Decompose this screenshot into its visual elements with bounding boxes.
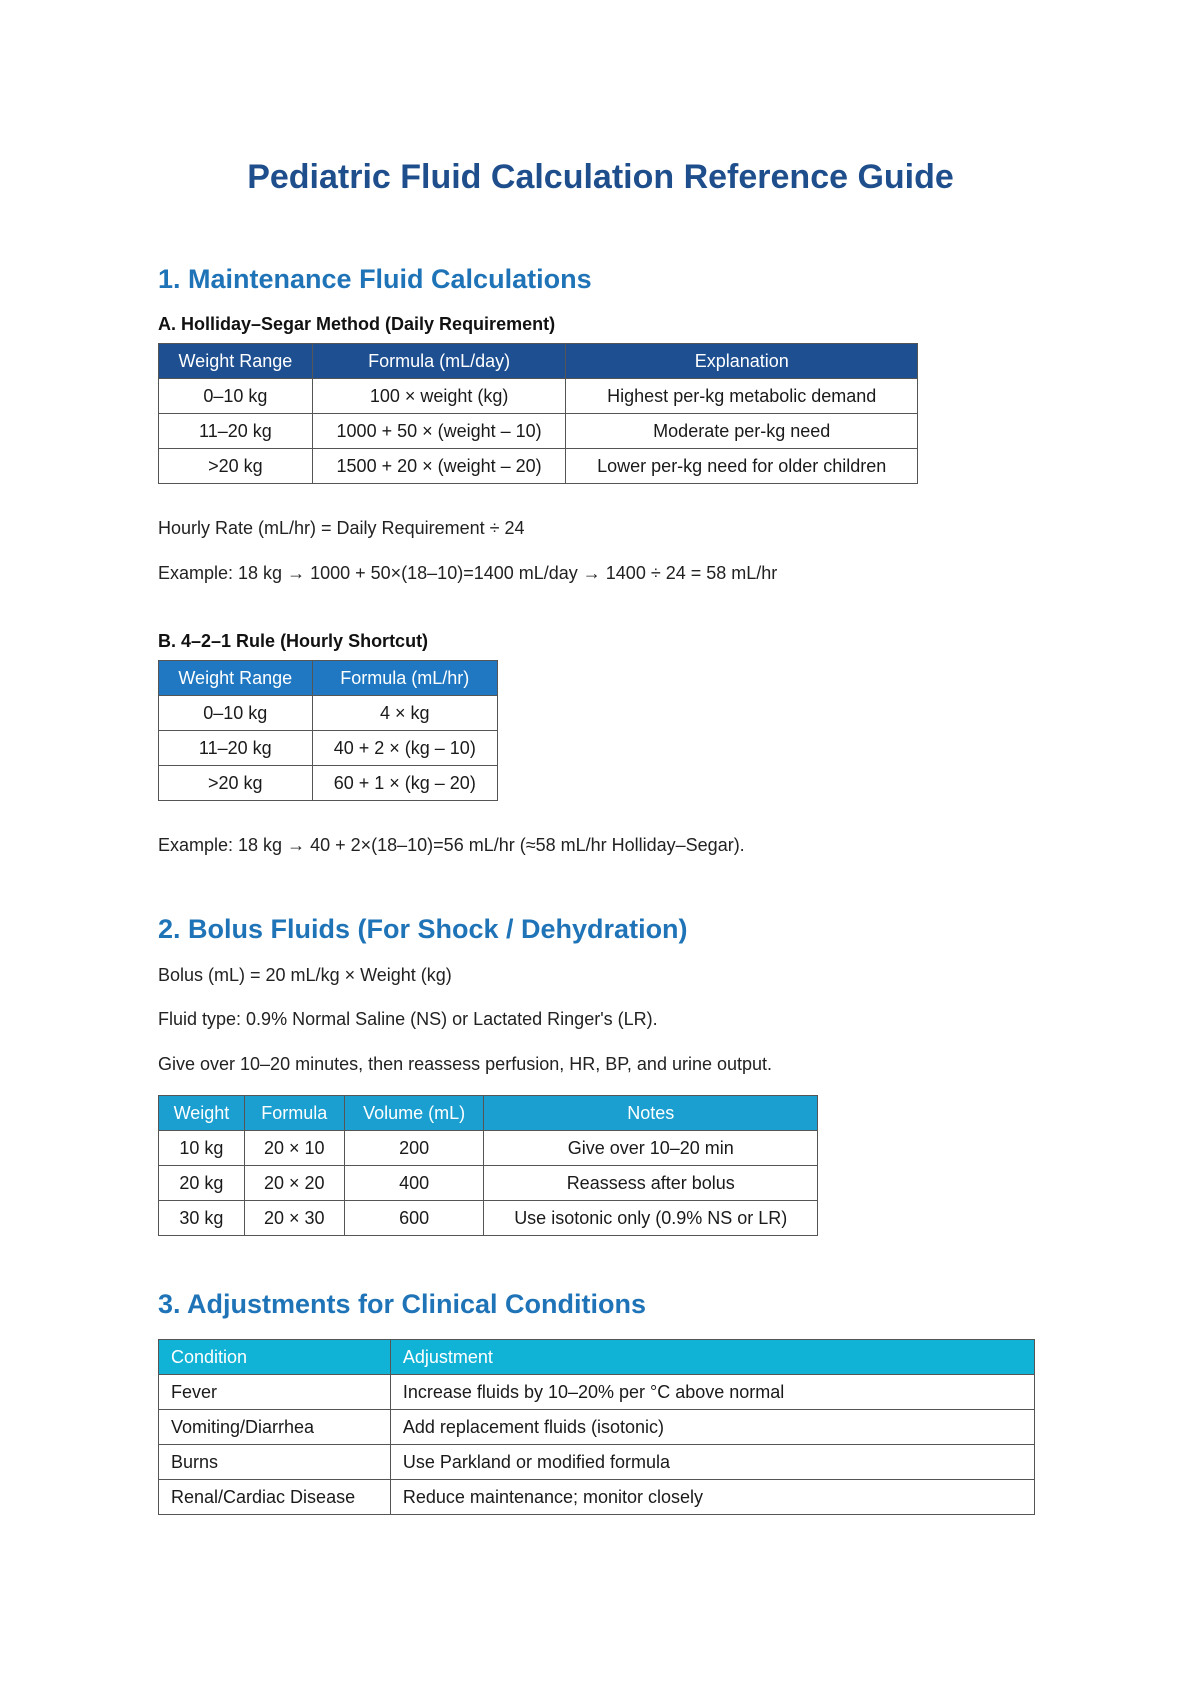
table-cell: 1500 + 20 × (weight – 20) xyxy=(312,449,566,484)
table-cell: 20 kg xyxy=(159,1166,245,1201)
table-row xyxy=(159,766,498,801)
table-cell: >20 kg xyxy=(159,766,313,801)
subheading-4-2-1-rule: B. 4–2–1 Rule (Hourly Shortcut) xyxy=(158,631,429,651)
column-header: Explanation xyxy=(566,344,918,379)
column-header: Formula (mL/hr) xyxy=(312,661,497,696)
table-cell: 400 xyxy=(344,1166,484,1201)
table-cell: 10 kg xyxy=(159,1131,245,1166)
table-cell: 20 × 10 xyxy=(244,1131,344,1166)
table-cell: 0–10 kg xyxy=(159,696,313,731)
column-header: Formula xyxy=(244,1096,344,1131)
table-header-row xyxy=(159,1096,818,1131)
table-cell: 20 × 20 xyxy=(244,1166,344,1201)
column-header: Condition xyxy=(159,1340,391,1375)
table-cell: >20 kg xyxy=(159,449,313,484)
table-row xyxy=(159,1166,818,1201)
section-heading-adjustments: 3. Adjustments for Clinical Conditions xyxy=(158,1289,647,1319)
reassess-note: Give over 10–20 minutes, then reassess perfusion, HR, BP, and urine output. xyxy=(158,1054,773,1074)
clinical-adjustments-table xyxy=(158,1339,1035,1515)
subheading-holliday-segar: A. Holliday–Segar Method (Daily Requirement) xyxy=(158,314,556,334)
table-row xyxy=(159,449,918,484)
column-header: Weight Range xyxy=(159,344,313,379)
table-cell: 60 + 1 × (kg – 20) xyxy=(312,766,497,801)
column-header: Volume (mL) xyxy=(344,1096,484,1131)
table-cell: Renal/Cardiac Disease xyxy=(159,1480,391,1515)
table-row xyxy=(159,1410,1035,1445)
table-row xyxy=(159,1445,1035,1480)
table-row xyxy=(159,1480,1035,1515)
four-two-one-table xyxy=(158,660,498,801)
bolus-formula: Bolus (mL) = 20 mL/kg × Weight (kg) xyxy=(158,965,452,985)
section-heading-maintenance: 1. Maintenance Fluid Calculations xyxy=(158,264,592,294)
table-cell: 1000 + 50 × (weight – 10) xyxy=(312,414,566,449)
four-two-one-example: Example: 18 kg → 40 + 2×(18–10)=56 mL/hr (≈58 mL/hr Holliday–Segar). xyxy=(158,835,745,855)
table-header-row xyxy=(159,661,498,696)
table-row xyxy=(159,1375,1035,1410)
table-row xyxy=(159,1131,818,1166)
table-cell: 600 xyxy=(344,1201,484,1236)
table-cell: 11–20 kg xyxy=(159,414,313,449)
column-header: Formula (mL/day) xyxy=(312,344,566,379)
table-row xyxy=(159,414,918,449)
holliday-segar-example: Example: 18 kg → 1000 + 50×(18–10)=1400 mL/day → 1400 ÷ 24 = 58 mL/hr xyxy=(158,563,778,583)
table-cell: Use isotonic only (0.9% NS or LR) xyxy=(484,1201,818,1236)
table-cell: Reduce maintenance; monitor closely xyxy=(390,1480,1034,1515)
table-cell: 30 kg xyxy=(159,1201,245,1236)
column-header: Weight Range xyxy=(159,661,313,696)
table-cell: Add replacement fluids (isotonic) xyxy=(390,1410,1034,1445)
table-row xyxy=(159,696,498,731)
holliday-segar-table xyxy=(158,343,918,484)
section-heading-bolus: 2. Bolus Fluids (For Shock / Dehydration) xyxy=(158,914,688,944)
fluid-type-note: Fluid type: 0.9% Normal Saline (NS) or Lactated Ringer's (LR). xyxy=(158,1009,658,1029)
table-cell: Use Parkland or modified formula xyxy=(390,1445,1034,1480)
table-cell: Fever xyxy=(159,1375,391,1410)
table-row xyxy=(159,1201,818,1236)
table-cell: 200 xyxy=(344,1131,484,1166)
table-cell: Reassess after bolus xyxy=(484,1166,818,1201)
table-cell: 11–20 kg xyxy=(159,731,313,766)
table-cell: Vomiting/Diarrhea xyxy=(159,1410,391,1445)
table-cell: 0–10 kg xyxy=(159,379,313,414)
column-header: Notes xyxy=(484,1096,818,1131)
hourly-rate-formula: Hourly Rate (mL/hr) = Daily Requirement ÷ 24 xyxy=(158,518,525,538)
table-header-row xyxy=(159,344,918,379)
table-cell: Burns xyxy=(159,1445,391,1480)
table-cell: 4 × kg xyxy=(312,696,497,731)
table-header-row xyxy=(159,1340,1035,1375)
table-cell: 40 + 2 × (kg – 10) xyxy=(312,731,497,766)
table-cell: 100 × weight (kg) xyxy=(312,379,566,414)
table-cell: Increase fluids by 10–20% per °C above normal xyxy=(390,1375,1034,1410)
table-row xyxy=(159,731,498,766)
table-cell: 20 × 30 xyxy=(244,1201,344,1236)
column-header: Weight xyxy=(159,1096,245,1131)
table-row xyxy=(159,379,918,414)
table-cell: Highest per-kg metabolic demand xyxy=(566,379,918,414)
page-title: Pediatric Fluid Calculation Reference Guide xyxy=(247,158,954,196)
table-cell: Lower per-kg need for older children xyxy=(566,449,918,484)
column-header: Adjustment xyxy=(390,1340,1034,1375)
bolus-table xyxy=(158,1095,818,1236)
table-cell: Give over 10–20 min xyxy=(484,1131,818,1166)
table-cell: Moderate per-kg need xyxy=(566,414,918,449)
